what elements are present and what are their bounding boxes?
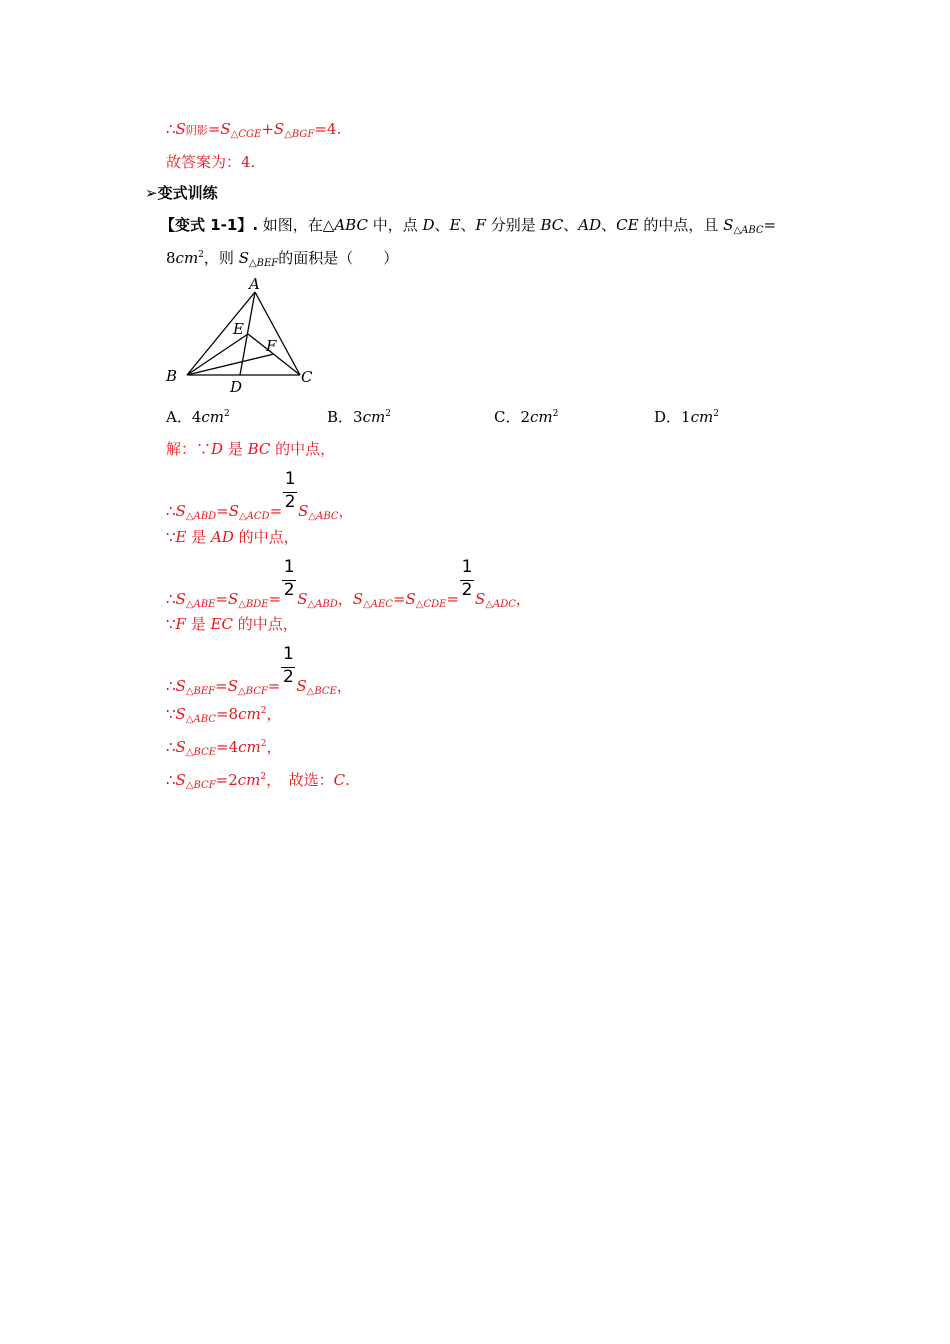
segment-BE [187,334,248,375]
solution-step-2: $\therefore S_{\triangle ABD}=S_{\triangle ACD}=$ $\frac{1}{2}$ $S_{\triangle ABC}$， [166,469,354,522]
solution-step-5: ∵F 是 EC 的中点， [166,615,298,633]
option-a[interactable]: A．$4cm^2$ [166,408,230,426]
segment-BF [187,354,274,375]
fraction-half: $\frac{1}{2}$ [282,644,294,687]
option-c[interactable]: C．$2cm^2$ [494,408,559,426]
fraction-half: $\frac{1}{2}$ [461,557,473,600]
solution-step-6: $\therefore S_{\triangle BEF}=S_{\triangle BCF}=$ $\frac{1}{2}$ $S_{\triangle BCE}$， [166,644,352,697]
solution-step-7: $\because S_{\triangle ABC}=8cm^2$， [166,705,282,725]
problem-statement-line2: $8cm^2$，则 $S_{\triangle BEF}$的面积是（ ） [166,249,399,269]
option-d[interactable]: D．$1cm^2$ [654,408,719,426]
label-E: E [233,320,244,338]
problem-label: 【变式 1-1】 [160,216,253,234]
solution-step-8: $\therefore S_{\triangle BCE}=4cm^2$， [166,738,282,758]
fraction-half: $\frac{1}{2}$ [283,557,295,600]
solution-step-1: 解：∵D 是 BC 的中点， [166,440,336,458]
edge-AC [255,292,300,375]
option-b[interactable]: B．$3cm^2$ [327,408,391,426]
arrow-bullet-icon: ➢ [145,184,158,202]
label-B: B [166,367,178,385]
label-A: A [249,275,260,293]
solution-step-3: ∵E 是 AD 的中点， [166,528,299,546]
label-C: C [301,368,313,386]
problem-statement-line1: 【变式 1-1】. 如图，在△ABC 中，点 D、E、F 分别是 BC、AD、CE 的中点，且 $S_{\triangle ABC}=$ [160,216,777,236]
fraction-half: $\frac{1}{2}$ [284,469,296,512]
solution-step-4: $\therefore S_{\triangle ABE}=S_{\triangle BDE}=$ $\frac{1}{2}$ $S_{\triangle ABD}$，$S_{\triangle AEC}=S_{\triangle CDE}=$ $\frac{1}{2}$ $S_{\triangle ADC}$， [166,557,531,610]
section-title: ➢变式训练 [145,184,218,202]
edge-AB [187,292,255,375]
label-F: F [266,337,277,355]
label-D: D [230,378,243,396]
shadow-area-result: ∴S阴影$=S_{\triangle CGE}+S_{\triangle BGF}=4$. [166,120,342,140]
solution-step-9: $\therefore S_{\triangle BCF}=2cm^2$， 故选：C. [166,771,350,791]
answer-line: 故答案为：4. [166,153,256,171]
triangle-figure [160,274,320,398]
